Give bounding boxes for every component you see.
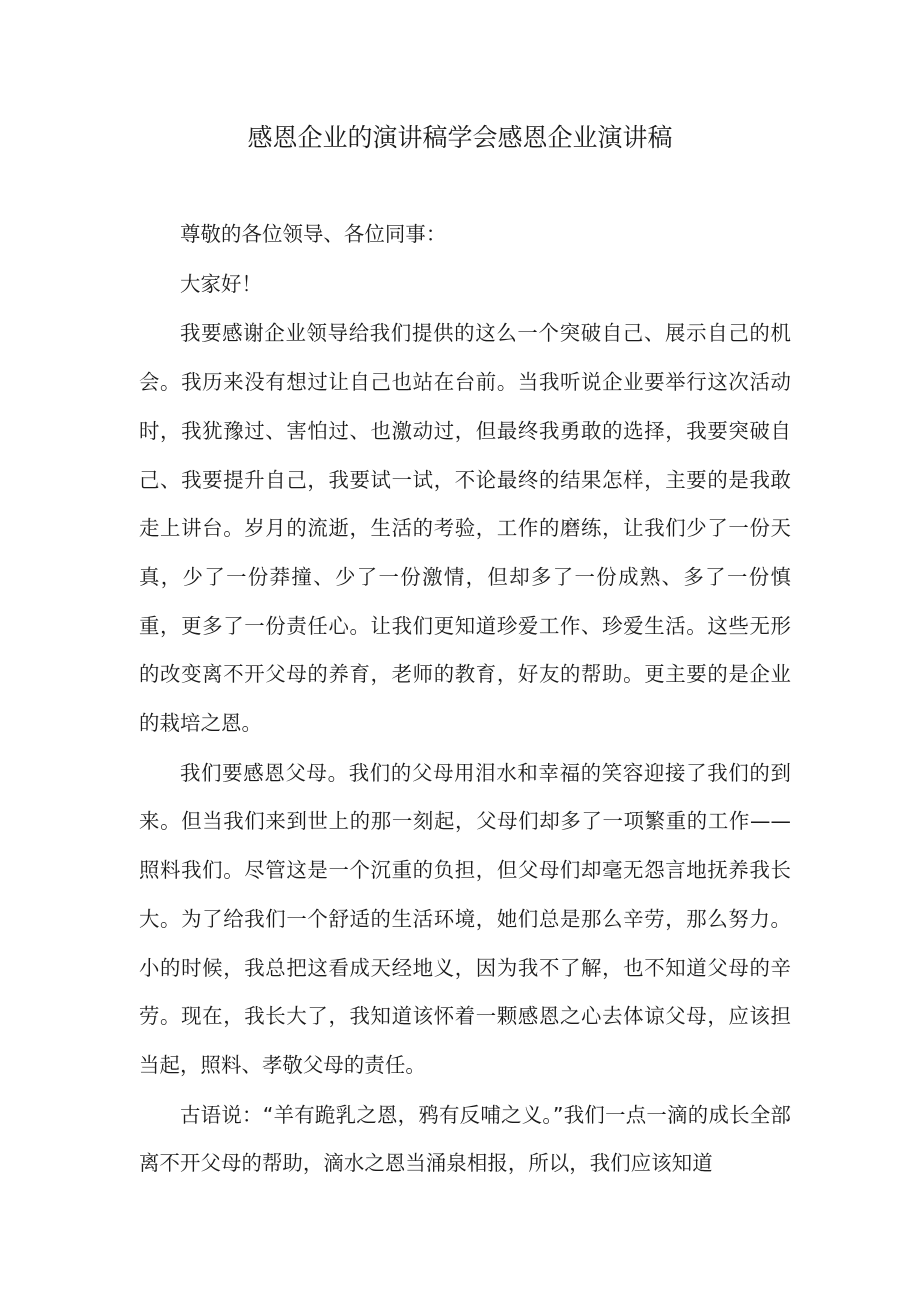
parents-paragraph: 我们要感恩父母。我们的父母用泪水和幸福的笑容迎接了我们的到来。但当我们来到世上的那一刻起，父母们却多了一项繁重的工作——照料我们。尽管这是一个沉重的负担，但父母们却毫无怨言地抚养我长大。为了给我们一个舒适的生活环境，她们总是那么辛劳，那么努力。小的时候，我总把这看成天经地义，因为我不了解，也不知道父母的辛劳。现在，我长大了，我知道该怀着一颗感恩之心去体谅父母，应该担当起，照料、孝敬父母的责任。 — [139, 760, 791, 1077]
greeting-paragraph: 大家好！ — [180, 271, 262, 296]
proverb-paragraph: 古语说：“羊有跪乳之恩，鸦有反哺之义。”我们一点一滴的成长全部离不开父母的帮助，滴水之恩当涌泉相报，所以，我们应该知道 — [139, 1102, 791, 1176]
document-title: 感恩企业的演讲稿学会感恩企业演讲稿 — [247, 123, 673, 152]
intro-paragraph: 我要感谢企业领导给我们提供的这么一个突破自己、展示自己的机会。我历来没有想过让自己也站在台前。当我听说企业要举行这次活动时，我犹豫过、害怕过、也激动过，但最终我勇敢的选择，我要突破自己、我要提升自己，我要试一试，不论最终的结果怎样，主要的是我敢走上讲台。岁月的流逝，生活的考验，工作的磨练，让我们少了一份天真，少了一份莽撞、少了一份激情，但却多了一份成熟、多了一份慎重，更多了一份责任心。让我们更知道珍爱工作、珍爱生活。这些无形的改变离不开父母的养育，老师的教育，好友的帮助。更主要的是企业的栽培之恩。 — [139, 321, 791, 736]
document-body — [139, 210, 791, 1189]
salutation-paragraph: 尊敬的各位领导、各位同事： — [180, 222, 447, 246]
